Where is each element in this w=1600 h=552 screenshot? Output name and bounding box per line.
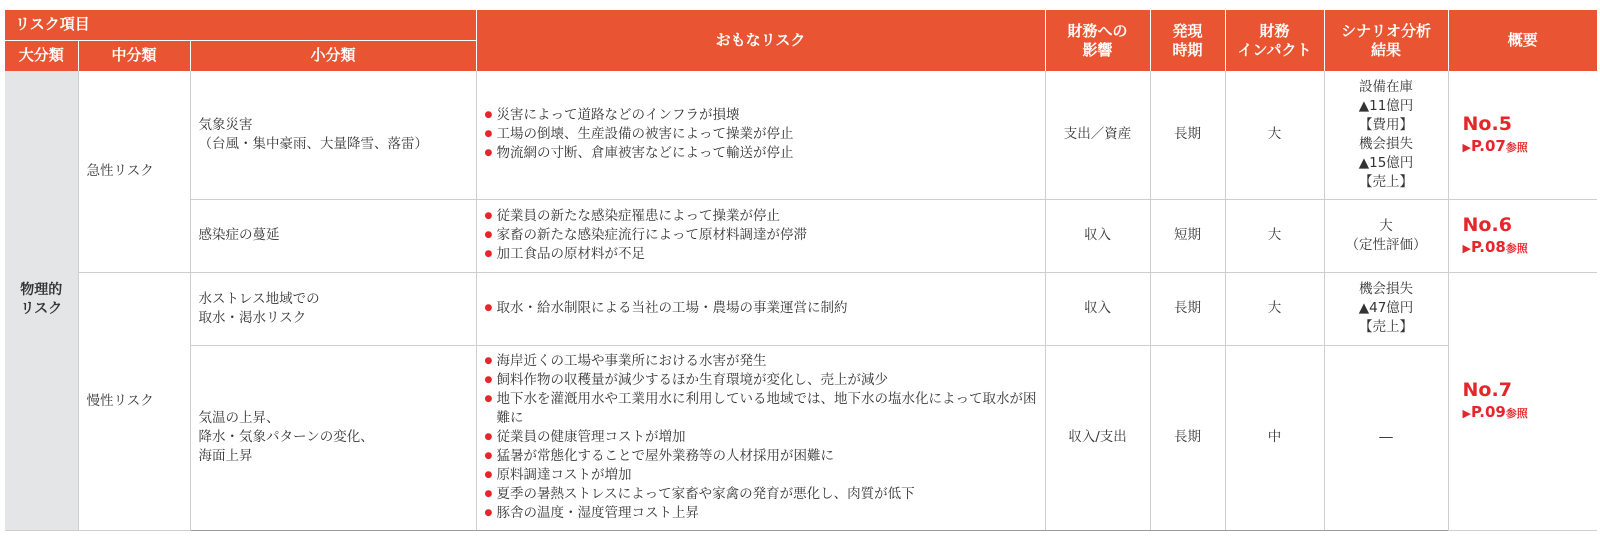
summary-ref[interactable] xyxy=(1448,272,1597,530)
list-item: ● 海岸近くの工場や事業所における水害が発生 xyxy=(485,352,1037,371)
impact-cell: 収入 xyxy=(1045,272,1150,345)
size-cell: 大 xyxy=(1225,272,1324,345)
ref-page-link[interactable]: ▶P.08参照 xyxy=(1462,237,1528,256)
list-item: ● 猛暑が常態化することで屋外業務等の人材採用が困難に xyxy=(485,447,1037,466)
minor-header: 小分類 xyxy=(190,40,476,71)
impact-cell: 収入 xyxy=(1045,199,1150,272)
list-item: ● 物流網の寸断、倉庫被害などによって輸送が停止 xyxy=(485,144,1037,163)
table-row xyxy=(5,272,1597,345)
category-physical-risk: 物理的 リスク xyxy=(5,71,78,530)
table-row xyxy=(5,71,1597,199)
list-item: ● 豚舎の温度・湿度管理コスト上昇 xyxy=(485,504,1037,523)
play-triangle-icon: ▶ xyxy=(1462,140,1471,154)
minor-cell: 気温の上昇、 降水・気象パターンの変化、 海面上昇 xyxy=(190,345,476,530)
risk-list-cell xyxy=(476,272,1045,345)
scenario-cell: 機会損失 ▲47億円 【売上】 xyxy=(1324,272,1448,345)
minor-cell: 感染症の蔓延 xyxy=(190,199,476,272)
minor-cell: 水ストレス地域での 取水・渇水リスク xyxy=(190,272,476,345)
play-triangle-icon: ▶ xyxy=(1462,241,1471,255)
ref-number: No.7 xyxy=(1462,379,1512,401)
ref-page-link[interactable]: ▶P.09参照 xyxy=(1462,403,1528,421)
risk-list-cell xyxy=(476,71,1045,199)
middle-header: 中分類 xyxy=(78,40,190,71)
main-risk-header: おもなリスク xyxy=(476,10,1045,71)
list-item: ● 原料調達コストが増加 xyxy=(485,466,1037,485)
group-chronic-risk: 慢性リスク xyxy=(78,272,190,530)
ref-number: No.6 xyxy=(1462,213,1512,236)
timing-cell: 短期 xyxy=(1150,199,1225,272)
list-item: ● 飼料作物の収穫量が減少するほか生育環境が変化し、売上が減少 xyxy=(485,371,1037,390)
play-triangle-icon: ▶ xyxy=(1462,407,1471,420)
size-cell: 大 xyxy=(1225,199,1324,272)
table-row xyxy=(5,199,1597,272)
table-row xyxy=(5,345,1597,530)
summary-ref[interactable] xyxy=(1448,71,1597,199)
list-item: ● 従業員の健康管理コストが増加 xyxy=(485,428,1037,447)
timing-cell: 長期 xyxy=(1150,345,1225,530)
list-item: ● 加工食品の原材料が不足 xyxy=(485,245,1037,264)
minor-cell: 気象災害 （台風・集中豪雨、大量降雪、落雷） xyxy=(190,71,476,199)
major-header: 大分類 xyxy=(5,40,78,71)
size-cell: 大 xyxy=(1225,71,1324,199)
fin-impact-header: 財務への 影響 xyxy=(1045,10,1150,71)
scenario-header: シナリオ分析 結果 xyxy=(1324,10,1448,71)
list-item: ● 家畜の新たな感染症流行によって原材料調達が停滞 xyxy=(485,226,1037,245)
summary-ref[interactable] xyxy=(1448,199,1597,272)
list-item: ● 災害によって道路などのインフラが損壊 xyxy=(485,106,1037,125)
timing-header: 発現 時期 xyxy=(1150,10,1225,71)
scenario-cell: 大 （定性評価） xyxy=(1324,199,1448,272)
fin-size-header: 財務 インパクト xyxy=(1225,10,1324,71)
risk-item-header: リスク項目 xyxy=(5,10,476,40)
list-item: ● 従業員の新たな感染症罹患によって操業が停止 xyxy=(485,207,1037,226)
summary-header: 概要 xyxy=(1448,10,1597,71)
list-item: ● 地下水を灌漑用水や工業用水に利用している地域では、地下水の塩水化によって取水が困難に xyxy=(485,390,1037,428)
ref-number: No.5 xyxy=(1462,112,1512,135)
size-cell: 中 xyxy=(1225,345,1324,530)
impact-cell: 収入/支出 xyxy=(1045,345,1150,530)
scenario-cell: 設備在庫 ▲11億円 【費用】 機会損失 ▲15億円 【売上】 xyxy=(1324,71,1448,199)
list-item: ● 工場の倒壊、生産設備の被害によって操業が停止 xyxy=(485,125,1037,144)
risk-table xyxy=(5,10,1597,531)
timing-cell: 長期 xyxy=(1150,272,1225,345)
group-acute-risk: 急性リスク xyxy=(78,71,190,272)
risk-list-cell xyxy=(476,199,1045,272)
timing-cell: 長期 xyxy=(1150,71,1225,199)
list-item: ● 取水・給水制限による当社の工場・農場の事業運営に制約 xyxy=(485,299,1037,318)
ref-page-link[interactable]: ▶P.07参照 xyxy=(1462,136,1528,155)
impact-cell: 支出／資産 xyxy=(1045,71,1150,199)
risk-list-cell xyxy=(476,345,1045,530)
scenario-cell: ― xyxy=(1324,345,1448,530)
list-item: ● 夏季の暑熱ストレスによって家畜や家禽の発育が悪化し、肉質が低下 xyxy=(485,485,1037,504)
